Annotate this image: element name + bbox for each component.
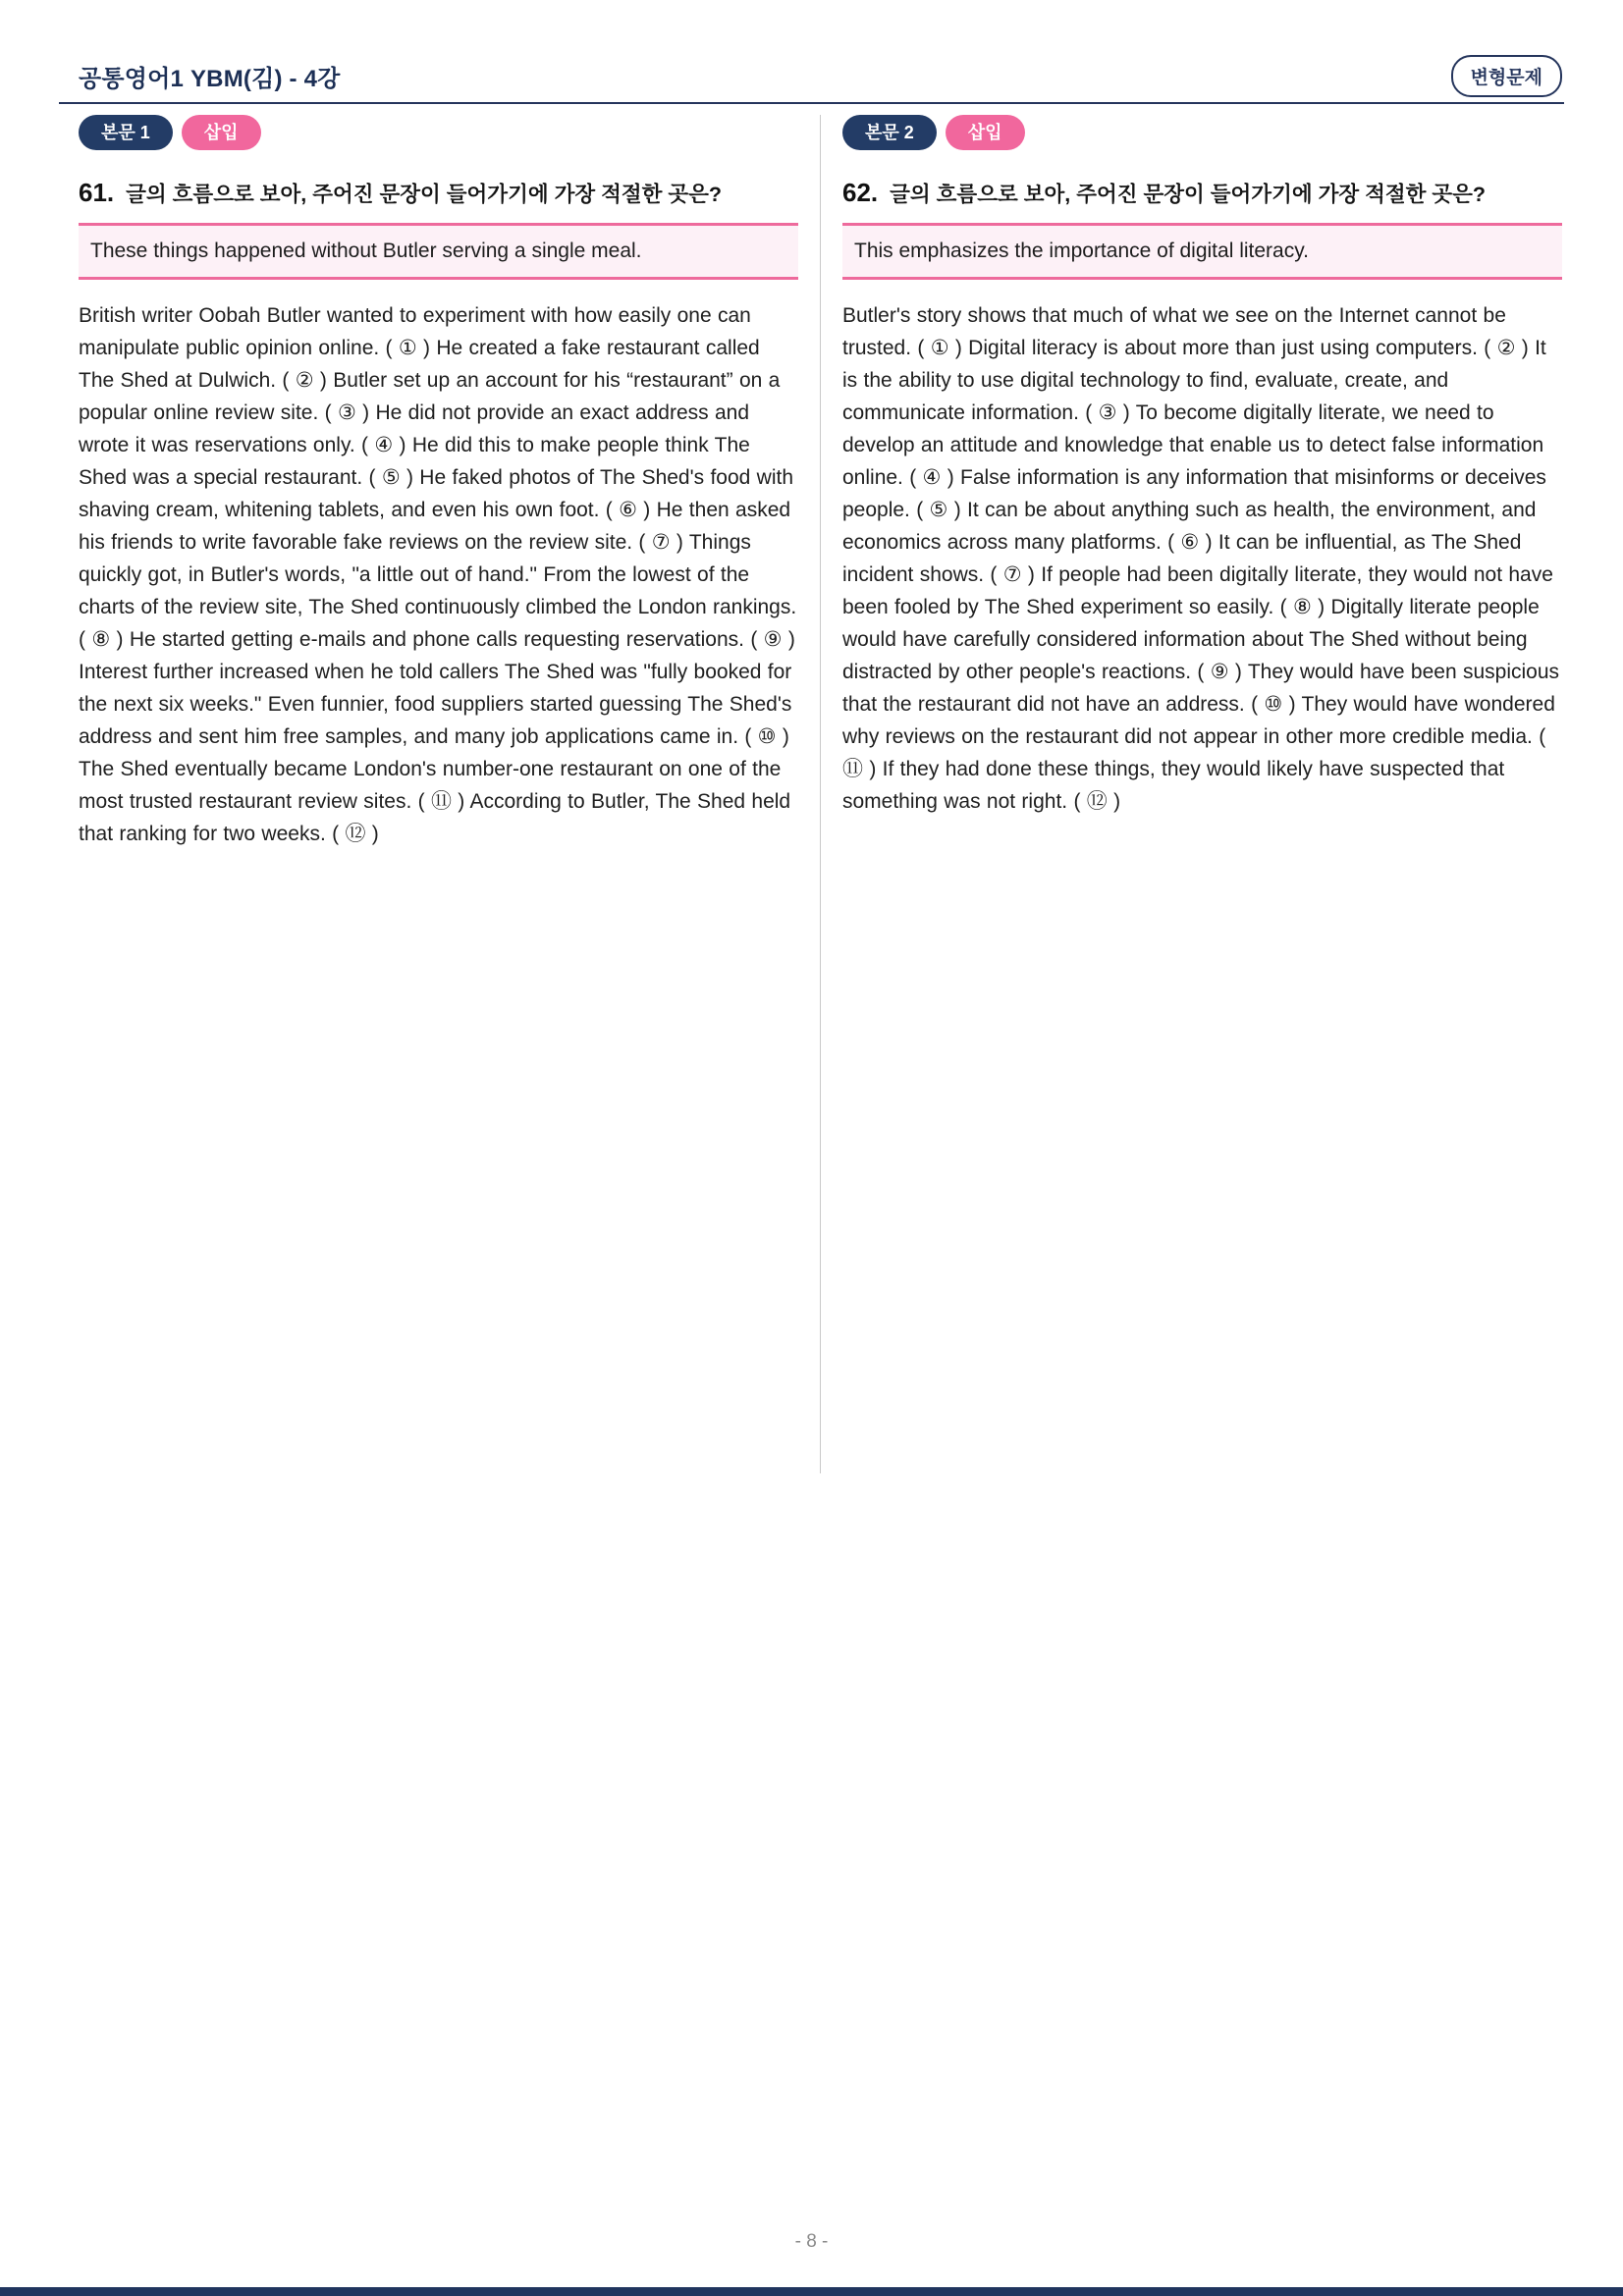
given-sentence-box	[79, 223, 798, 280]
section-badge: 본문 2	[842, 115, 937, 150]
question-prompt: 글의 흐름으로 보아, 주어진 문장이 들어가기에 가장 적절한 곳은?	[126, 183, 723, 206]
question-column-61	[79, 115, 798, 1473]
question-number: 61.	[79, 178, 115, 207]
variant-problem-badge: 변형문제	[1451, 55, 1562, 97]
question-number: 62.	[842, 178, 879, 207]
passage-text: British writer Oobah Butler wanted to experiment with how easily one can manipulate public opinion online. ( ① ) He created a fake restaurant called The Shed at Dulwich. ( ② ) Butler set up an account for his “restaurant” on a popular online review site. ( ③ ) He did not provide an exact address and wrote it was reservations only. ( ④ ) He did this to make people think The Shed was a special restaurant. ( ⑤ ) He faked photos of The Shed's food with shaving cream, whitening tablets, and even his own foot. ( ⑥ ) He then asked his friends to write favorable fake reviews on the review site. ( ⑦ ) Things quickly got, in Butler's words, "a little out of hand." From the lowest of the charts of the review site, The Shed continuously climbed the London rankings. ( ⑧ ) He started getting e-mails and phone calls requesting reservations. ( ⑨ ) Interest further increased when he told callers The Shed was "fully booked for the next six weeks." Even funnier, food suppliers started guessing The Shed's address and sent him free samples, and many job applications came in. ( ⑩ ) The Shed eventually became London's number-one restaurant on one of the most trusted restaurant review sites. ( ⑪ ) According to Butler, The Shed held that ranking for two weeks. ( ⑫ )	[79, 304, 797, 845]
question-column-62	[842, 115, 1562, 1473]
passage-text: Butler's story shows that much of what we see on the Internet cannot be trusted. ( ① ) Digital literacy is about more than just using computers. ( ② ) It is the ability to use digital technology to find, evaluate, create, and communicate information. ( ③ ) To become digitally literate, we need to develop an attitude and knowledge that enable us to detect false information online. ( ④ ) False information is any information that misinforms or deceives people. ( ⑤ ) It can be about anything such as health, the environment, and economics across many platforms. ( ⑥ ) It can be influential, as The Shed incident shows. ( ⑦ ) If people had been digitally literate, they would not have been fooled by The Shed experiment so easily. ( ⑧ ) Digitally literate people would have carefully considered information about The Shed without being distracted by other people's reactions. ( ⑨ ) They would have been suspicious that the restaurant did not have an address. ( ⑩ ) They would have wondered why reviews on the restaurant did not appear in other more credible media. ( ⑪ ) If they had done these things, they would likely have suspected that something was not right. ( ⑫ )	[842, 304, 1560, 813]
given-sentence-box	[842, 223, 1562, 280]
given-sentence: These things happened without Butler serving a single meal.	[90, 240, 642, 262]
badge-row	[842, 115, 1562, 150]
questions-area	[79, 115, 1562, 1473]
question-head	[79, 175, 798, 212]
column-divider	[820, 115, 821, 1473]
given-sentence: This emphasizes the importance of digital literacy.	[854, 240, 1309, 262]
document-title: 공통영어1 YBM(김) - 4강	[79, 66, 341, 92]
section-badge: 본문 1	[79, 115, 173, 150]
question-head	[842, 175, 1562, 212]
question-prompt: 글의 흐름으로 보아, 주어진 문장이 들어가기에 가장 적절한 곳은?	[890, 183, 1487, 206]
badge-row	[79, 115, 798, 150]
insert-type-badge: 삽입	[946, 115, 1025, 150]
page-number: - 8 -	[794, 2231, 829, 2252]
footer-bar	[0, 2287, 1623, 2296]
page-header	[79, 55, 1562, 97]
insert-type-badge: 삽입	[182, 115, 261, 150]
header-divider	[59, 102, 1564, 104]
